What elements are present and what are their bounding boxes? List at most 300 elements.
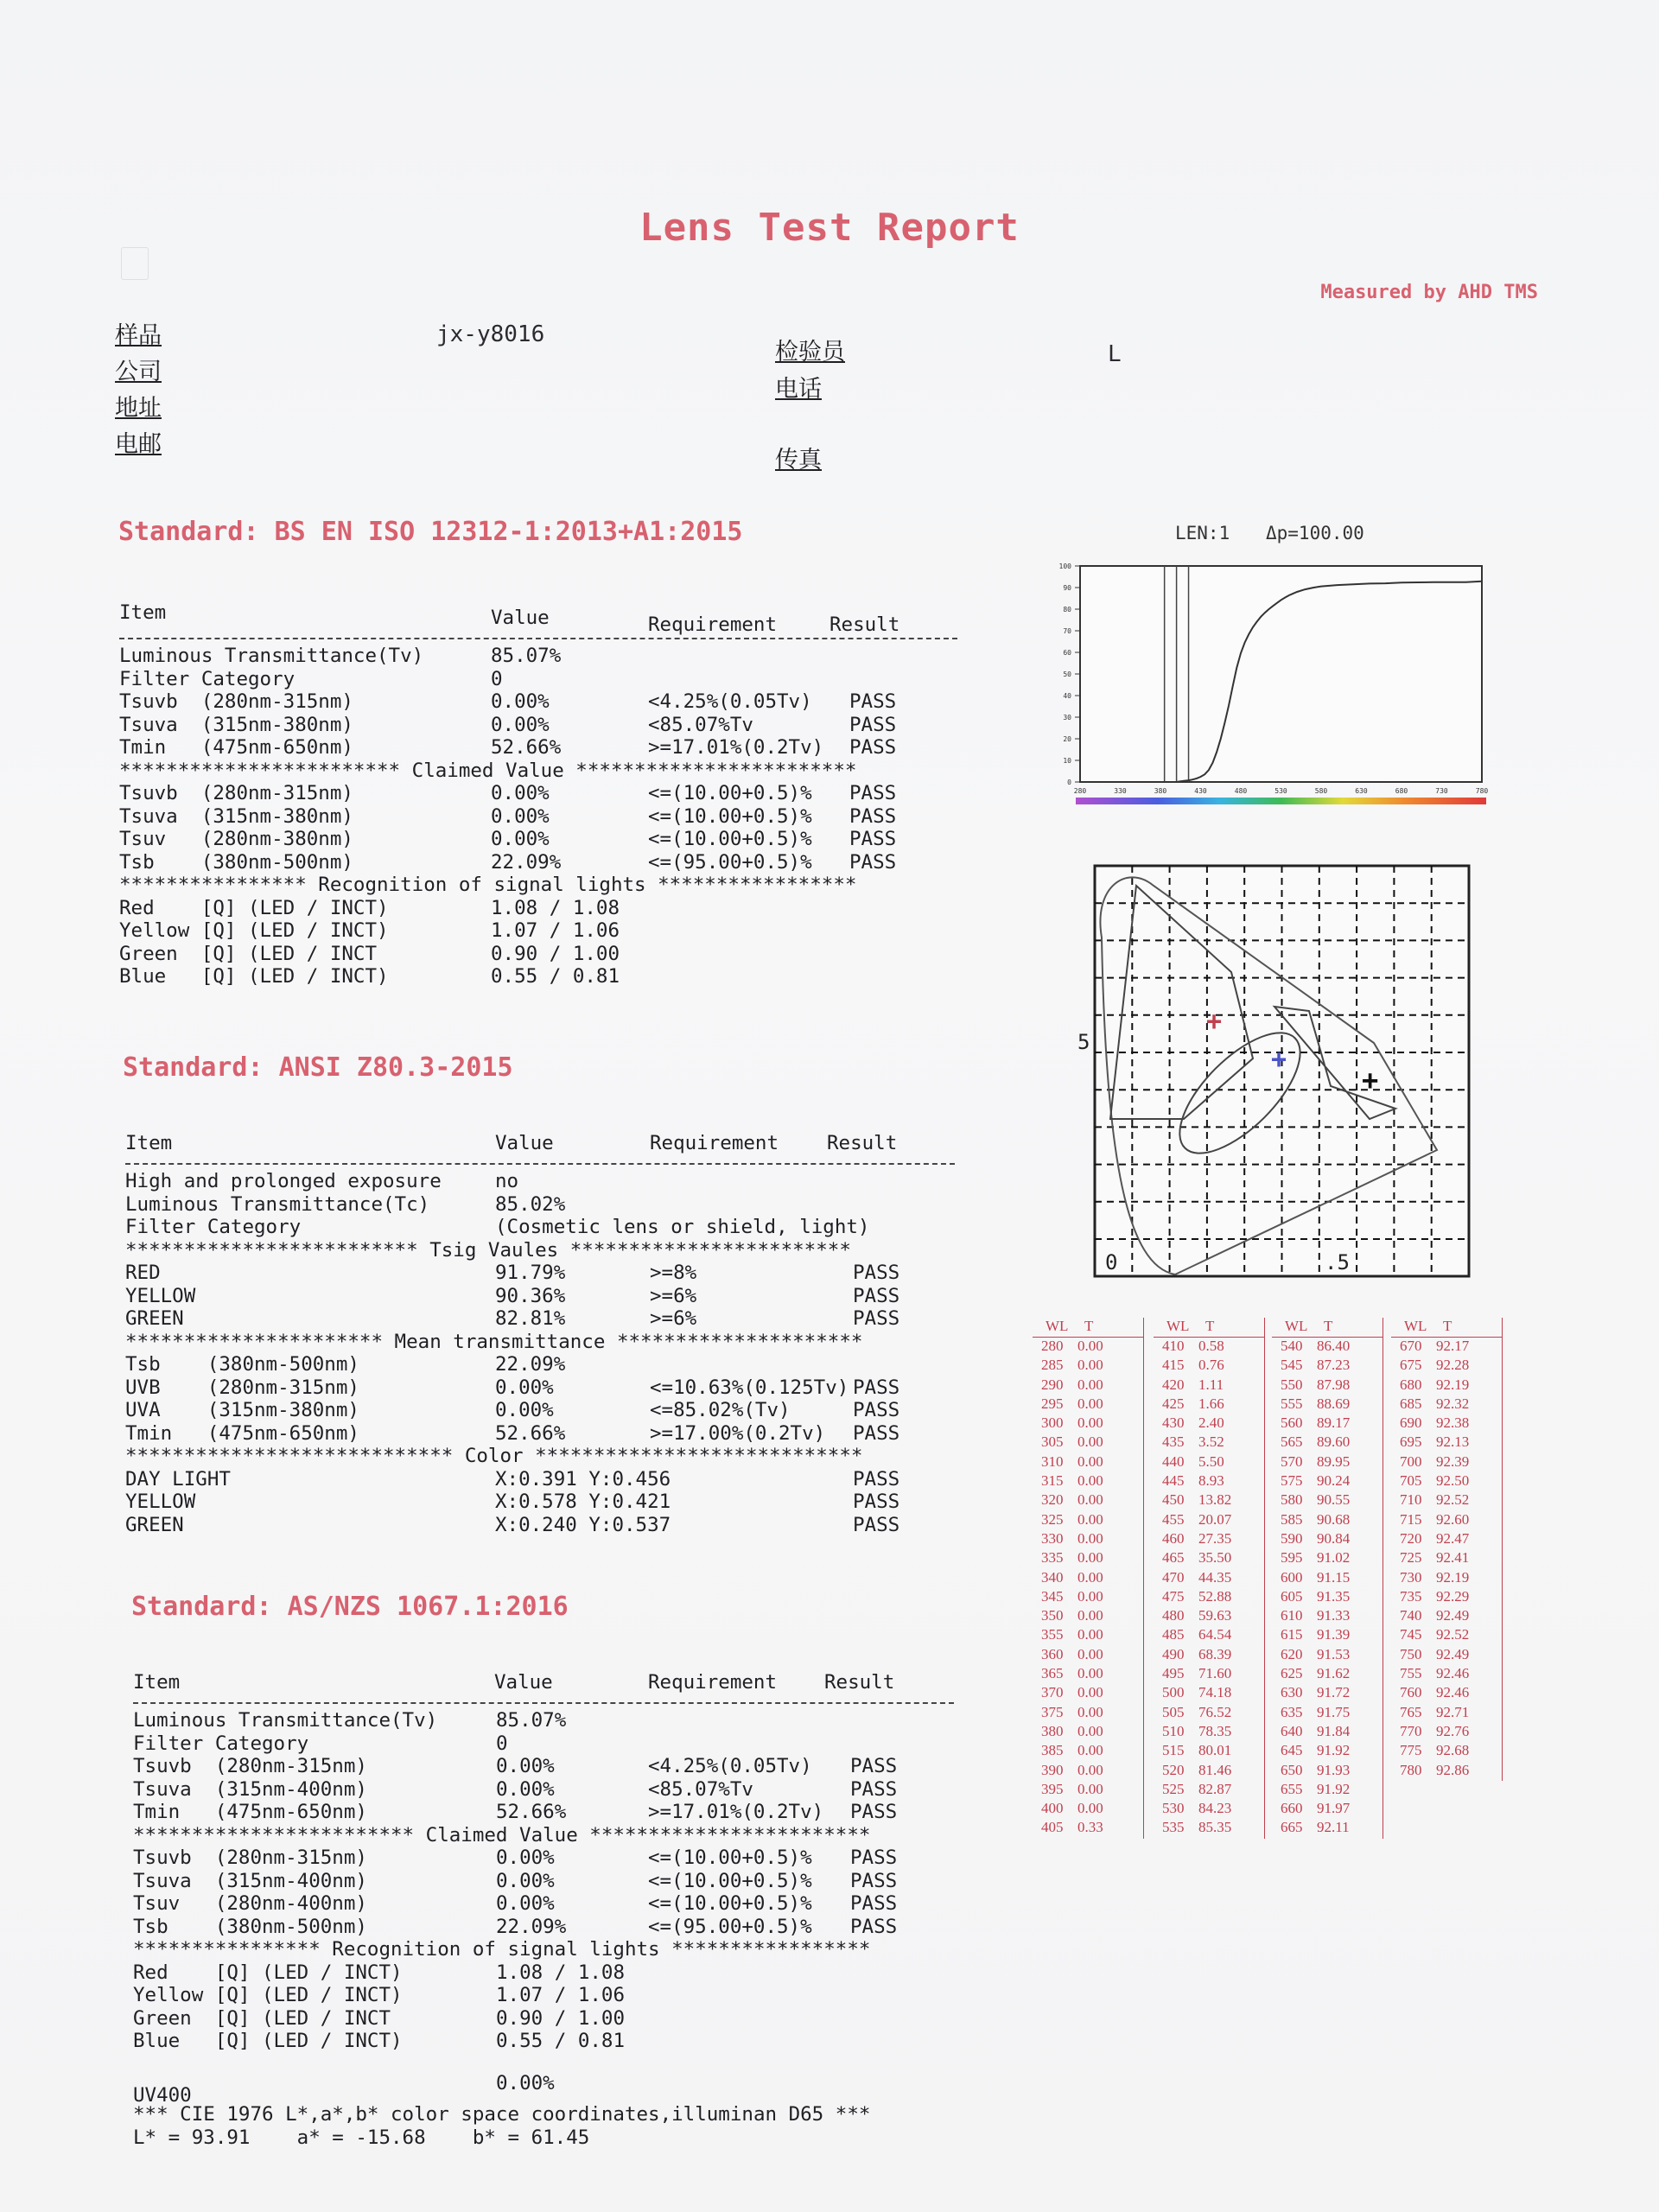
wl-row: [1272, 1491, 1382, 1510]
wl-wavelength: 615: [1281, 1626, 1303, 1643]
wl-row: [1154, 1530, 1264, 1549]
cell-value: 1.08 / 1.08: [496, 1961, 626, 1984]
wl-transmittance: 91.39: [1317, 1626, 1351, 1643]
wl-header-t: T: [1324, 1318, 1333, 1334]
cell-value: 22.09%: [496, 1915, 567, 1938]
cell-requirement: <=10.63%(0.125Tv): [650, 1376, 849, 1399]
cell-item: Red [Q] (LED / INCT): [119, 896, 389, 919]
wl-wavelength: 300: [1041, 1414, 1064, 1432]
cell-result: PASS: [849, 828, 897, 850]
wl-row: [1154, 1433, 1264, 1452]
wl-transmittance: 92.49: [1436, 1645, 1470, 1662]
wl-transmittance: 0.00: [1077, 1780, 1103, 1797]
wl-transmittance: 0.00: [1077, 1549, 1103, 1567]
wl-row: [1272, 1704, 1382, 1723]
x-tick-label: 480: [1234, 787, 1248, 795]
wl-row: [1272, 1607, 1382, 1626]
wl-row: [1391, 1491, 1502, 1510]
wl-transmittance: 0.58: [1198, 1338, 1224, 1354]
wl-row: [1033, 1723, 1143, 1742]
wl-transmittance: 20.07: [1198, 1510, 1232, 1528]
cell-requirement: >=17.01%(0.2Tv): [648, 736, 824, 759]
wl-transmittance: 2.40: [1198, 1414, 1224, 1432]
wl-wavelength: 585: [1281, 1510, 1303, 1528]
wl-wavelength: 580: [1281, 1491, 1303, 1509]
wl-transmittance: 92.60: [1436, 1510, 1470, 1528]
table-row: [119, 943, 957, 966]
cell-item: Red [Q] (LED / INCT): [133, 1961, 403, 1984]
wl-row: [1033, 1433, 1143, 1452]
wl-row: [1272, 1684, 1382, 1703]
cell-item: Yellow [Q] (LED / INCT): [119, 919, 389, 942]
wl-row: [1272, 1781, 1382, 1800]
cell-value: X:0.391 Y:0.456: [495, 1467, 671, 1491]
x-tick-label: 380: [1154, 787, 1167, 795]
wl-transmittance: 64.54: [1198, 1626, 1232, 1643]
sample-value: jx-y8016: [436, 321, 545, 347]
cell-result: PASS: [849, 713, 897, 736]
wl-transmittance: 3.52: [1198, 1433, 1224, 1451]
wl-row: [1391, 1376, 1502, 1395]
chart-title: LEN:1: [1175, 523, 1230, 543]
wl-row: [1391, 1338, 1502, 1357]
wl-transmittance: 0.00: [1077, 1376, 1103, 1393]
wl-row: [1391, 1569, 1502, 1588]
cell-result: PASS: [853, 1307, 900, 1330]
table-row: [125, 1353, 955, 1376]
cell-value: 0.00%: [496, 1777, 555, 1801]
header-divider: [133, 1702, 954, 1704]
wl-wavelength: 675: [1400, 1357, 1422, 1374]
wl-transmittance: 91.33: [1317, 1607, 1351, 1624]
wl-transmittance: 89.17: [1317, 1414, 1351, 1432]
table-row: [119, 645, 957, 668]
wl-transmittance: 92.19: [1436, 1568, 1470, 1586]
x-tick-label: 530: [1274, 787, 1287, 795]
table-row: [119, 690, 957, 714]
table-row: [119, 760, 957, 783]
logo-placeholder: [121, 247, 149, 280]
wl-transmittance: 27.35: [1198, 1529, 1232, 1547]
wl-row: [1033, 1588, 1143, 1607]
wl-wavelength: 720: [1400, 1529, 1422, 1547]
wl-row: [1272, 1376, 1382, 1395]
wl-wavelength: 455: [1162, 1510, 1185, 1528]
wl-transmittance: 92.76: [1436, 1722, 1470, 1739]
wl-transmittance: 91.35: [1317, 1587, 1351, 1605]
wl-wavelength: 330: [1041, 1529, 1064, 1547]
wl-wavelength: 645: [1281, 1742, 1303, 1759]
wl-transmittance: 0.00: [1077, 1626, 1103, 1643]
table-row: [119, 668, 957, 691]
wl-row: [1154, 1607, 1264, 1626]
x-tick-label: 780: [1475, 787, 1489, 795]
wl-row: [1272, 1453, 1382, 1472]
table-row: [119, 782, 957, 805]
cie-chromaticity-diagram: [1033, 860, 1482, 1283]
wl-row: [1272, 1472, 1382, 1491]
wl-transmittance: 0.00: [1077, 1529, 1103, 1547]
wl-row: [1272, 1511, 1382, 1530]
cell-item: Filter Category: [119, 667, 296, 690]
uv400-value: 0.00%: [496, 2071, 555, 2094]
header-value: Value: [495, 1132, 554, 1154]
cell-result: PASS: [850, 1777, 898, 1801]
wl-transmittance: 76.52: [1198, 1703, 1232, 1720]
phone-label: 电话: [775, 376, 822, 403]
sample-label: 样品: [115, 322, 162, 349]
wl-wavelength: 495: [1162, 1665, 1185, 1682]
cell-item: Green [Q] (LED / INCT: [119, 942, 378, 965]
cell-value: 0.00%: [491, 690, 550, 713]
wl-row: [1154, 1472, 1264, 1491]
wl-wavelength: 690: [1400, 1414, 1422, 1432]
wl-row: [1033, 1819, 1143, 1838]
wl-header: [1391, 1318, 1502, 1338]
cell-item: **************** Recognition of signal lights *****************: [133, 1938, 871, 1961]
wl-transmittance: 92.17: [1436, 1338, 1470, 1354]
x-tick-label: 580: [1314, 787, 1328, 795]
wl-wavelength: 560: [1281, 1414, 1303, 1432]
wl-row: [1391, 1511, 1502, 1530]
wl-transmittance: 90.55: [1317, 1491, 1351, 1509]
cell-value: 0.00%: [495, 1376, 554, 1399]
wl-row: [1272, 1395, 1382, 1414]
table-row: [133, 1916, 954, 1939]
wl-transmittance: 74.18: [1198, 1684, 1232, 1701]
cell-value: 52.66%: [495, 1421, 566, 1445]
wl-row: [1272, 1433, 1382, 1452]
table-row: [133, 1870, 954, 1893]
wl-row: [1154, 1819, 1264, 1838]
wl-row: [1033, 1665, 1143, 1684]
table-row: [125, 1445, 955, 1468]
wl-wavelength: 475: [1162, 1587, 1185, 1605]
table-row: [119, 828, 957, 851]
cell-item: Filter Category: [125, 1216, 302, 1238]
cell-item: UVA (315nm-380nm): [125, 1399, 359, 1421]
cell-item: RED: [125, 1262, 161, 1284]
wl-transmittance: 0.00: [1077, 1568, 1103, 1586]
wl-wavelength: 425: [1162, 1395, 1185, 1412]
table-row: [133, 2030, 954, 2053]
cell-item: Tsb (380nm-500nm): [125, 1353, 359, 1376]
cell-item: Tsuvb (280nm-315nm): [133, 1847, 367, 1869]
wl-row: [1154, 1549, 1264, 1568]
wl-wavelength: 735: [1400, 1587, 1422, 1605]
table-row: [119, 965, 957, 988]
wl-wavelength: 395: [1041, 1780, 1064, 1797]
table-row: [125, 1239, 955, 1262]
cell-requirement: <=(10.00+0.5)%: [648, 828, 812, 850]
cell-requirement: <=(10.00+0.5)%: [648, 804, 812, 828]
wl-wavelength: 705: [1400, 1472, 1422, 1490]
wl-row: [1033, 1376, 1143, 1395]
y-tick-label: 60: [1063, 649, 1071, 657]
table-row: [133, 1732, 954, 1756]
wl-transmittance: 82.87: [1198, 1780, 1232, 1797]
chart-subtitle: Δp=100.00: [1266, 523, 1364, 543]
wl-row: [1272, 1626, 1382, 1645]
wl-wavelength: 725: [1400, 1549, 1422, 1567]
cell-value: 0.00%: [496, 1892, 555, 1915]
wl-transmittance: 92.46: [1436, 1684, 1470, 1701]
wl-transmittance: 92.46: [1436, 1665, 1470, 1682]
wl-transmittance: 0.00: [1077, 1414, 1103, 1432]
cell-value: 0.55 / 0.81: [496, 2030, 626, 2052]
cell-value: 0.00%: [491, 804, 550, 828]
wl-row: [1391, 1607, 1502, 1626]
wl-column: [1391, 1318, 1503, 1781]
wl-row: [1033, 1530, 1143, 1549]
cell-item: Tsb (380nm-500nm): [133, 1915, 367, 1938]
cell-item: Tsuvb (280nm-315nm): [119, 782, 353, 804]
wl-row: [1391, 1472, 1502, 1491]
wl-transmittance: 92.38: [1436, 1414, 1470, 1432]
wl-wavelength: 590: [1281, 1529, 1303, 1547]
wl-transmittance: 91.92: [1317, 1780, 1351, 1797]
cell-requirement: >=17.00%(0.2Tv): [650, 1421, 826, 1445]
wl-transmittance: 0.00: [1077, 1338, 1103, 1354]
cell-value: no: [495, 1170, 519, 1192]
table-row: [119, 736, 957, 760]
wl-transmittance: 35.50: [1198, 1549, 1232, 1567]
cell-value: 52.66%: [491, 736, 562, 759]
wl-wavelength: 405: [1041, 1819, 1064, 1836]
wl-row: [1154, 1665, 1264, 1684]
wl-row: [1033, 1491, 1143, 1510]
wl-wavelength: 465: [1162, 1549, 1185, 1567]
wl-transmittance: 92.28: [1436, 1357, 1470, 1374]
wl-column: [1033, 1318, 1144, 1839]
y-tick-label: 80: [1063, 606, 1071, 613]
company-label: 公司: [115, 359, 162, 385]
wl-header-wl: WL: [1404, 1318, 1427, 1334]
cell-item: Filter Category: [133, 1732, 309, 1755]
cell-item: GREEN: [125, 1513, 184, 1536]
table-row: [133, 1755, 954, 1778]
wl-transmittance: 0.00: [1077, 1452, 1103, 1470]
table-row: [133, 1984, 954, 2007]
wl-wavelength: 625: [1281, 1665, 1303, 1682]
wl-wavelength: 370: [1041, 1684, 1064, 1701]
wl-header-t: T: [1084, 1318, 1094, 1334]
wl-row: [1033, 1338, 1143, 1357]
wl-header: [1154, 1318, 1264, 1338]
wl-row: [1033, 1549, 1143, 1568]
wl-wavelength: 605: [1281, 1587, 1303, 1605]
wl-row: [1154, 1742, 1264, 1761]
cell-value: 0.55 / 0.81: [491, 965, 620, 988]
cell-value: 0.90 / 1.00: [496, 2006, 626, 2030]
wl-transmittance: 1.11: [1198, 1376, 1224, 1393]
wl-wavelength: 575: [1281, 1472, 1303, 1490]
wl-wavelength: 520: [1162, 1761, 1185, 1778]
wl-transmittance: 1.66: [1198, 1395, 1224, 1412]
wl-transmittance: 92.41: [1436, 1549, 1470, 1567]
wl-row: [1272, 1338, 1382, 1357]
x-tick-label: 630: [1355, 787, 1368, 795]
table-row: [133, 1938, 954, 1961]
cell-item: Tsb (380nm-500nm): [119, 850, 353, 874]
wl-transmittance: 0.00: [1077, 1665, 1103, 1682]
y-tick-label: 40: [1063, 692, 1071, 700]
wl-header: [1033, 1318, 1143, 1338]
wl-wavelength: 600: [1281, 1568, 1303, 1586]
black-marker-icon: +: [1362, 1064, 1379, 1096]
wl-transmittance: 86.40: [1317, 1338, 1351, 1354]
cell-value: 85.02%: [495, 1192, 566, 1216]
wl-transmittance: 0.33: [1077, 1819, 1103, 1836]
wl-row: [1391, 1453, 1502, 1472]
wl-transmittance: 91.15: [1317, 1568, 1351, 1586]
cell-item: Tsuva (315nm-380nm): [119, 804, 353, 828]
wl-wavelength: 715: [1400, 1510, 1422, 1528]
cell-value: 0.90 / 1.00: [491, 942, 620, 965]
wl-transmittance: 91.72: [1317, 1684, 1351, 1701]
table-row: [125, 1262, 955, 1285]
wl-row: [1391, 1762, 1502, 1781]
cell-result: PASS: [853, 1491, 900, 1513]
wl-row: [1391, 1626, 1502, 1645]
header-requirement: Requirement: [650, 1132, 779, 1154]
cell-item: Tsuvb (280nm-315nm): [119, 690, 353, 713]
cell-value: 0.00%: [496, 1869, 555, 1892]
wl-wavelength: 655: [1281, 1780, 1303, 1797]
header-result: Result: [827, 1132, 898, 1154]
wl-wavelength: 460: [1162, 1529, 1185, 1547]
cell-value: (Cosmetic lens or shield, light): [495, 1216, 870, 1238]
table-header: [119, 598, 957, 636]
cell-value: X:0.578 Y:0.421: [495, 1491, 671, 1513]
wl-row: [1033, 1781, 1143, 1800]
report-title: Lens Test Report: [639, 206, 1020, 250]
wl-transmittance: 91.84: [1317, 1722, 1351, 1739]
wl-wavelength: 635: [1281, 1703, 1303, 1720]
cell-result: PASS: [850, 1892, 898, 1915]
wl-transmittance: 0.00: [1077, 1684, 1103, 1701]
cell-item: Blue [Q] (LED / INCT): [133, 2030, 403, 2052]
wl-header-t: T: [1443, 1318, 1452, 1334]
standard-3-title: Standard: AS/NZS 1067.1:2016: [131, 1592, 569, 1622]
wl-transmittance: 0.00: [1077, 1645, 1103, 1662]
cell-item: Tsuv (280nm-380nm): [119, 828, 353, 850]
wl-transmittance: 91.53: [1317, 1645, 1351, 1662]
wl-row: [1391, 1723, 1502, 1742]
wl-row: [1272, 1800, 1382, 1819]
table-row: [125, 1399, 955, 1422]
cell-result: PASS: [853, 1284, 900, 1307]
wl-wavelength: 525: [1162, 1780, 1185, 1797]
wl-transmittance: 13.82: [1198, 1491, 1232, 1509]
wl-transmittance: 0.00: [1077, 1433, 1103, 1451]
table-row: [133, 1824, 954, 1847]
wl-wavelength: 700: [1400, 1452, 1422, 1470]
wl-row: [1272, 1742, 1382, 1761]
wl-wavelength: 335: [1041, 1549, 1064, 1567]
wl-row: [1033, 1742, 1143, 1761]
measured-by: Measured by AHD TMS: [1320, 282, 1538, 303]
cell-value: 0.00%: [491, 713, 550, 736]
cell-item: High and prolonged exposure: [125, 1170, 442, 1192]
wl-row: [1154, 1453, 1264, 1472]
wl-row: [1391, 1549, 1502, 1568]
cell-item: Tsuva (315nm-380nm): [119, 713, 353, 736]
wl-wavelength: 285: [1041, 1357, 1064, 1374]
wl-row: [1033, 1472, 1143, 1491]
wl-wavelength: 410: [1162, 1338, 1185, 1354]
wl-header-t: T: [1205, 1318, 1215, 1334]
wl-transmittance: 44.35: [1198, 1568, 1232, 1586]
blue-marker-icon: +: [1271, 1045, 1287, 1075]
wl-row: [1033, 1800, 1143, 1819]
wl-transmittance: 92.52: [1436, 1626, 1470, 1643]
cell-value: 22.09%: [495, 1353, 566, 1376]
cell-result: PASS: [850, 1869, 898, 1892]
cell-item: Yellow [Q] (LED / INCT): [133, 1984, 403, 2006]
cell-value: 0.00%: [496, 1755, 555, 1777]
cell-result: PASS: [853, 1467, 900, 1491]
wl-row: [1033, 1607, 1143, 1626]
wl-row: [1272, 1588, 1382, 1607]
wl-transmittance: 87.98: [1317, 1376, 1351, 1393]
wl-row: [1154, 1511, 1264, 1530]
wl-row: [1391, 1395, 1502, 1414]
cell-item: ************************ Claimed Value ************************: [119, 759, 857, 782]
wl-wavelength: 570: [1281, 1452, 1303, 1470]
wl-row: [1272, 1549, 1382, 1568]
standard-3-table: [133, 1671, 954, 2149]
uv400-label: UV400: [133, 2083, 192, 2107]
wl-row: [1154, 1588, 1264, 1607]
cell-requirement: <85.07%Tv: [648, 713, 753, 736]
wl-row: [1033, 1414, 1143, 1433]
wl-wavelength: 480: [1162, 1607, 1185, 1624]
wl-transmittance: 91.93: [1317, 1761, 1351, 1778]
wl-wavelength: 280: [1041, 1338, 1064, 1354]
cell-item: Tmin (475nm-650nm): [125, 1421, 359, 1445]
wl-transmittance: 89.95: [1317, 1452, 1351, 1470]
header-value: Value: [494, 1671, 553, 1694]
cell-requirement: >=6%: [650, 1307, 697, 1330]
wl-transmittance: 85.35: [1198, 1819, 1232, 1836]
wl-row: [1154, 1376, 1264, 1395]
cell-result: PASS: [849, 782, 897, 804]
wl-wavelength: 660: [1281, 1800, 1303, 1817]
wl-wavelength: 545: [1281, 1357, 1303, 1374]
wl-row: [1391, 1704, 1502, 1723]
cell-value: 0.00%: [491, 828, 550, 850]
wl-row: [1272, 1665, 1382, 1684]
cell-result: PASS: [853, 1399, 900, 1421]
wl-transmittance: 92.68: [1436, 1742, 1470, 1759]
wl-wavelength: 650: [1281, 1761, 1303, 1778]
wl-wavelength: 380: [1041, 1722, 1064, 1739]
y-tick-label: 70: [1063, 627, 1071, 635]
cell-item: DAY LIGHT: [125, 1467, 231, 1491]
wl-row: [1272, 1569, 1382, 1588]
wl-wavelength: 365: [1041, 1665, 1064, 1682]
wl-wavelength: 470: [1162, 1568, 1185, 1586]
cell-item: Tsuva (315nm-400nm): [133, 1869, 367, 1892]
wl-transmittance: 92.49: [1436, 1607, 1470, 1624]
cell-result: PASS: [853, 1513, 900, 1536]
cell-value: 85.07%: [491, 645, 562, 667]
wl-wavelength: 610: [1281, 1607, 1303, 1624]
table-row: [119, 897, 957, 920]
wl-transmittance: 91.62: [1317, 1665, 1351, 1682]
cell-value: 85.07%: [496, 1709, 567, 1732]
